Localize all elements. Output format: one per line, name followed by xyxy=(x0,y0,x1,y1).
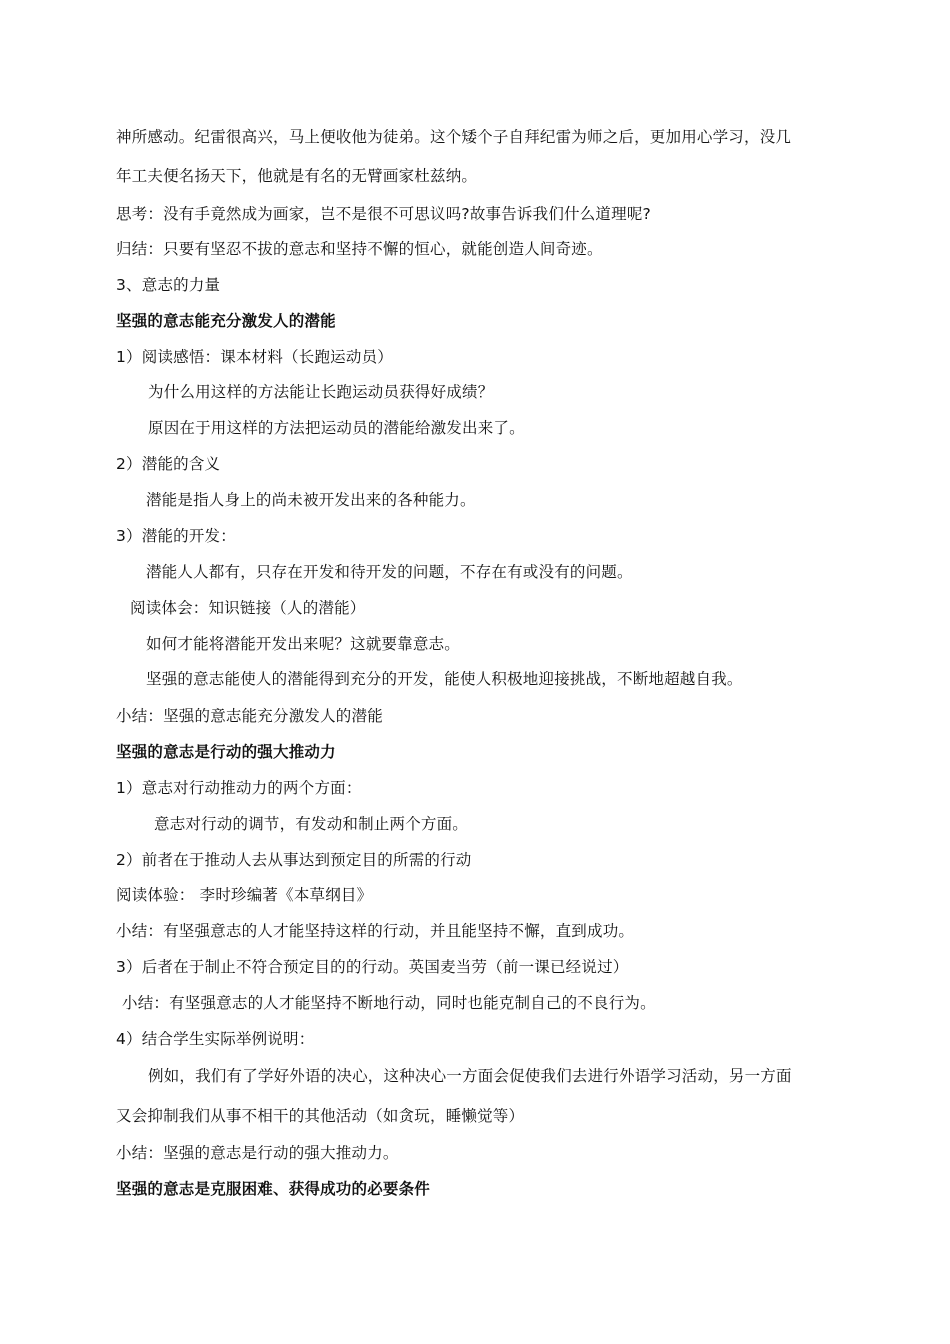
summary-line: 小结：坚强的意志是行动的强大推动力。 xyxy=(116,1144,399,1162)
indented-line: 意志对行动的调节，有发动和制止两个方面。 xyxy=(154,815,469,833)
indented-line: 潜能是指人身上的尚未被开发出来的各种能力。 xyxy=(146,491,476,509)
reading-line: 阅读体验： 李时珍编著《本草纲目》 xyxy=(116,886,373,904)
bold-subheading: 坚强的意志是克服困难、获得成功的必要条件 xyxy=(116,1180,431,1198)
summary-line: 小结：坚强的意志能充分激发人的潜能 xyxy=(116,707,383,725)
indented-line: 例如，我们有了学好外语的决心，这种决心一方面会促使我们去进行外语学习活动，另一方面 xyxy=(148,1067,792,1085)
list-item: 3）潜能的开发： xyxy=(116,527,236,545)
list-item: 2）潜能的含义 xyxy=(116,455,221,473)
bold-subheading: 坚强的意志是行动的强大推动力 xyxy=(116,743,336,761)
list-item: 2）前者在于推动人去从事达到预定目的所需的行动 xyxy=(116,851,472,869)
indented-line: 阅读体会：知识链接（人的潜能） xyxy=(130,599,366,617)
bold-subheading: 坚强的意志能充分激发人的潜能 xyxy=(116,312,336,330)
list-item: 1）意志对行动推动力的两个方面： xyxy=(116,779,362,797)
paragraph-line: 又会抑制我们从事不相干的其他活动（如贪玩，睡懒觉等） xyxy=(116,1107,525,1125)
summary-line: 小结：有坚强意志的人才能坚持不断地行动，同时也能克制自己的不良行为。 xyxy=(122,994,656,1012)
paragraph-line: 神所感动。纪雷很高兴，马上便收他为徒弟。这个矮个子自拜纪雷为师之后，更加用心学习，没几 xyxy=(116,128,792,146)
list-item: 4）结合学生实际举例说明： xyxy=(116,1030,315,1048)
indented-line: 坚强的意志能使人的潜能得到充分的开发，能使人积极地迎接挑战，不断地超越自我。 xyxy=(146,670,743,688)
list-item: 1）阅读感悟：课本材料（长跑运动员） xyxy=(116,348,393,366)
indented-line: 潜能人人都有，只存在开发和待开发的问题，不存在有或没有的问题。 xyxy=(146,563,633,581)
paragraph-line: 年工夫便名扬天下，他就是有名的无臂画家杜兹纳。 xyxy=(116,167,478,185)
indented-line: 为什么用这样的方法能让长跑运动员获得好成绩？ xyxy=(148,383,494,401)
indented-line: 如何才能将潜能开发出来呢？这就要靠意志。 xyxy=(146,635,461,653)
thinking-question: 思考：没有手竟然成为画家，岂不是很不可思议吗?故事告诉我们什么道理呢? xyxy=(116,205,651,223)
summary-line: 小结：有坚强意志的人才能坚持这样的行动，并且能坚持不懈，直到成功。 xyxy=(116,922,635,940)
indented-line: 原因在于用这样的方法把运动员的潜能给激发出来了。 xyxy=(148,419,525,437)
list-item: 3）后者在于制止不符合预定目的的行动。英国麦当劳（前一课已经说过） xyxy=(116,958,629,976)
section-heading: 3、意志的力量 xyxy=(116,276,221,294)
summary-line: 归结：只要有坚忍不拔的意志和坚持不懈的恒心，就能创造人间奇迹。 xyxy=(116,240,603,258)
